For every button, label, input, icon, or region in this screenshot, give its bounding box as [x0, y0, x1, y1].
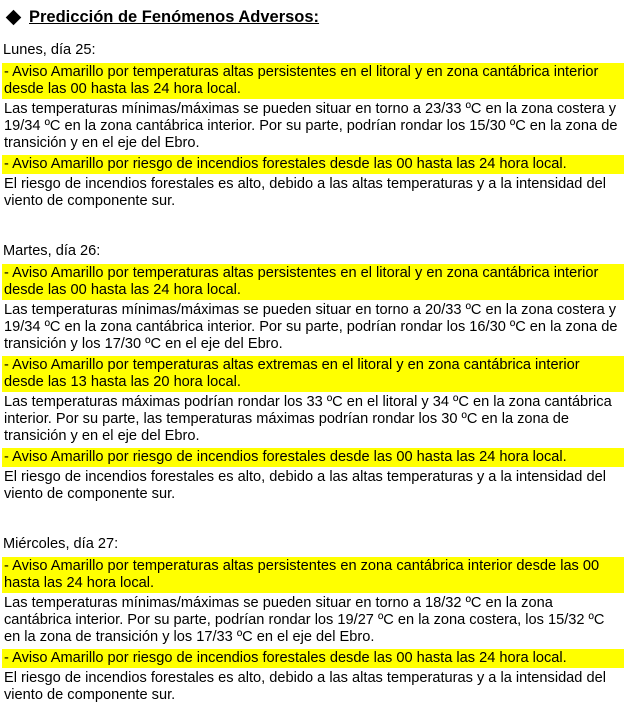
warning-alert: - Aviso Amarillo por temperaturas altas persistentes en el litoral y en zona cantábrica interior desde las 00 hasta las 24 hora local.: [2, 62, 624, 100]
warning-alert: - Aviso Amarillo por riesgo de incendios forestales desde las 00 hasta las 24 hora local.: [2, 154, 624, 175]
warning-description: El riesgo de incendios forestales es alto, debido a las altas temperaturas y a la intensidad del viento de componente sur.: [4, 176, 606, 209]
day-section-monday: [2, 42, 624, 212]
warning-description: El riesgo de incendios forestales es alto, debido a las altas temperaturas y a la intensidad del viento de componente sur.: [4, 670, 606, 703]
warning-description: El riesgo de incendios forestales es alto, debido a las altas temperaturas y a la intensidad del viento de componente sur.: [4, 469, 606, 502]
warning-alert: - Aviso Amarillo por temperaturas altas persistentes en zona cantábrica interior desde las 00 hasta las 24 hora local.: [2, 556, 624, 594]
day-section-tuesday: [2, 243, 624, 505]
forecast-page: [0, 6, 628, 706]
warning-description: Las temperaturas mínimas/máximas se pueden situar en torno a 23/33 ºC en la zona costera y 19/34 ºC en la zona cantábrica interior. Por su parte, podrían rondar los 15/30 ºC en la zona de transición y en el eje del Ebro.: [4, 101, 618, 151]
warning-alert: - Aviso Amarillo por temperaturas altas persistentes en el litoral y en zona cantábrica interior desde las 00 hasta las 24 hora local.: [2, 263, 624, 301]
spacer: [2, 212, 624, 229]
warning-alert: - Aviso Amarillo por temperaturas altas extremas en el litoral y en zona cantábrica interior desde las 13 hasta las 20 hora local.: [2, 355, 624, 393]
section-header: [2, 6, 624, 28]
day-title: Martes, día 26:: [3, 243, 101, 259]
page-title: Predicción de Fenómenos Adversos:: [29, 7, 320, 26]
warning-description: Las temperaturas mínimas/máximas se pueden situar en torno a 20/33 ºC en la zona costera y 19/34 ºC en la zona cantábrica interior. Por su parte, podrían rondar los 16/30 ºC en la zona de transición y los 17/30 ºC en el eje del Ebro.: [4, 302, 618, 352]
warning-alert: - Aviso Amarillo por riesgo de incendios forestales desde las 00 hasta las 24 hora local.: [2, 447, 624, 468]
spacer: [2, 505, 624, 522]
diamond-bullet-icon: [6, 9, 22, 25]
day-title: Miércoles, día 27:: [3, 536, 119, 552]
warning-description: Las temperaturas mínimas/máximas se pueden situar en torno a 18/32 ºC en la zona cantábrica interior. Por su parte, podrían rondar los 19/27 ºC en la zona costera, los 15/32 ºC en la zona de transición y los 17/33 ºC en el eje del Ebro.: [4, 595, 605, 645]
warning-description: Las temperaturas máximas podrían rondar los 33 ºC en el litoral y 34 ºC en la zona cantábrica interior. Por su parte, las temperaturas máximas podrían rondar los 30 ºC en la zona de transición y en el eje del Ebro.: [4, 394, 612, 444]
day-section-wednesday: [2, 536, 624, 706]
warning-alert: - Aviso Amarillo por riesgo de incendios forestales desde las 00 hasta las 24 hora local.: [2, 648, 624, 669]
day-title: Lunes, día 25:: [3, 42, 96, 58]
